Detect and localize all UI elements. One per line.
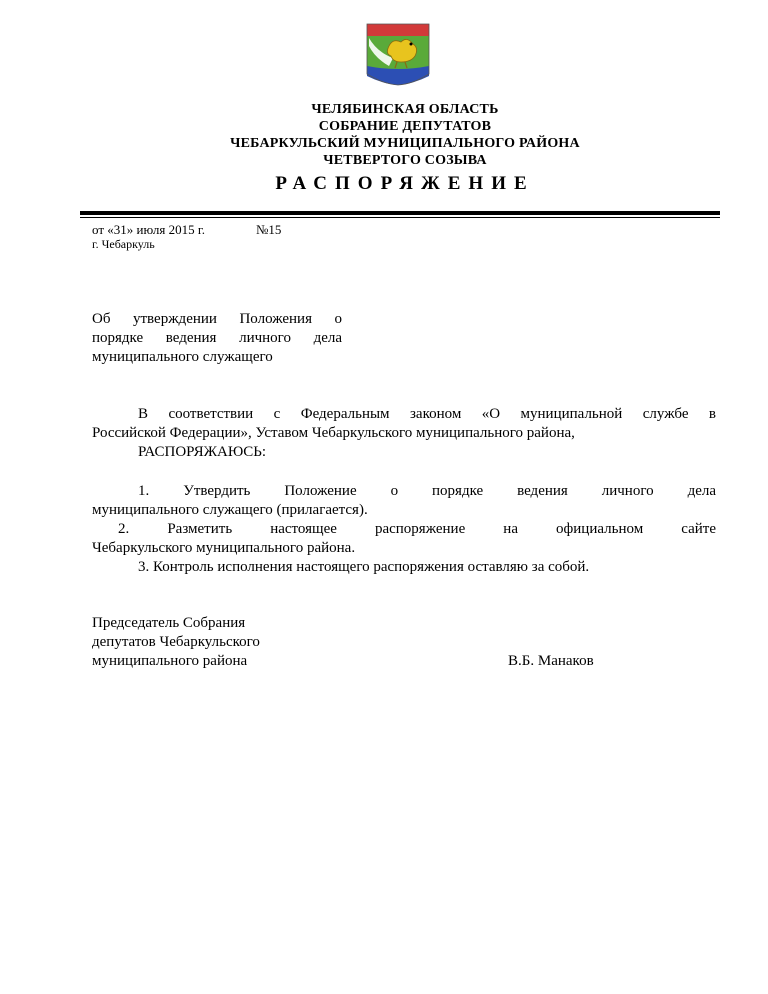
preamble [92, 405, 716, 462]
document-title: РАСПОРЯЖЕНИЕ [275, 173, 535, 194]
document-date: от «31» июля 2015 г. [92, 222, 205, 237]
district-name: ЧЕБАРКУЛЬСКИЙ МУНИЦИПАЛЬНОГО РАЙОНА [230, 136, 580, 151]
convocation: ЧЕТВЕРТОГО СОЗЫВА [323, 153, 487, 168]
region-name: ЧЕЛЯБИНСКАЯ ОБЛАСТЬ [311, 102, 499, 117]
header [100, 101, 710, 195]
header-rule-thick [80, 211, 720, 215]
document-number: №15 [256, 222, 282, 237]
subject-line: муниципального служащего [92, 349, 273, 365]
header-rule-thin [80, 217, 720, 218]
document-city: г. Чебаркуль [92, 237, 155, 251]
document-subject [92, 310, 342, 367]
order-items [92, 482, 716, 577]
assembly-name: СОБРАНИЕ ДЕПУТАТОВ [318, 119, 492, 134]
subject-line: порядке ведения личного дела [92, 330, 342, 346]
signature-block [92, 614, 260, 671]
date-number-line [92, 222, 282, 238]
signatory-title: Председатель Собрания [92, 615, 246, 631]
preamble-line: Российской Федерации», Уставом Чебаркульского муниципального района, [92, 425, 575, 441]
order-item-line: Чебаркульского муниципального района. [92, 540, 356, 556]
order-item-line: 2. Разметить настоящее распоряжение на официальном сайте [118, 521, 716, 537]
signatory-title: муниципального района [92, 653, 248, 669]
signatory-title: депутатов Чебаркульского [92, 634, 260, 650]
preamble-line: В соответствии с Федеральным законом «О муниципальной службе в [138, 406, 716, 422]
coat-of-arms-icon [363, 22, 433, 86]
order-item-line: 3. Контроль исполнения настоящего распоряжения оставляю за собой. [138, 559, 590, 575]
order-item-line: муниципального служащего (прилагается). [92, 502, 368, 518]
preamble-line: РАСПОРЯЖАЮСЬ: [138, 444, 267, 460]
order-item-line: 1. Утвердить Положение о порядке ведения личного дела [138, 483, 716, 499]
subject-line: Об утверждении Положения о [92, 311, 342, 327]
signatory-name: В.Б. Манаков [508, 653, 594, 669]
